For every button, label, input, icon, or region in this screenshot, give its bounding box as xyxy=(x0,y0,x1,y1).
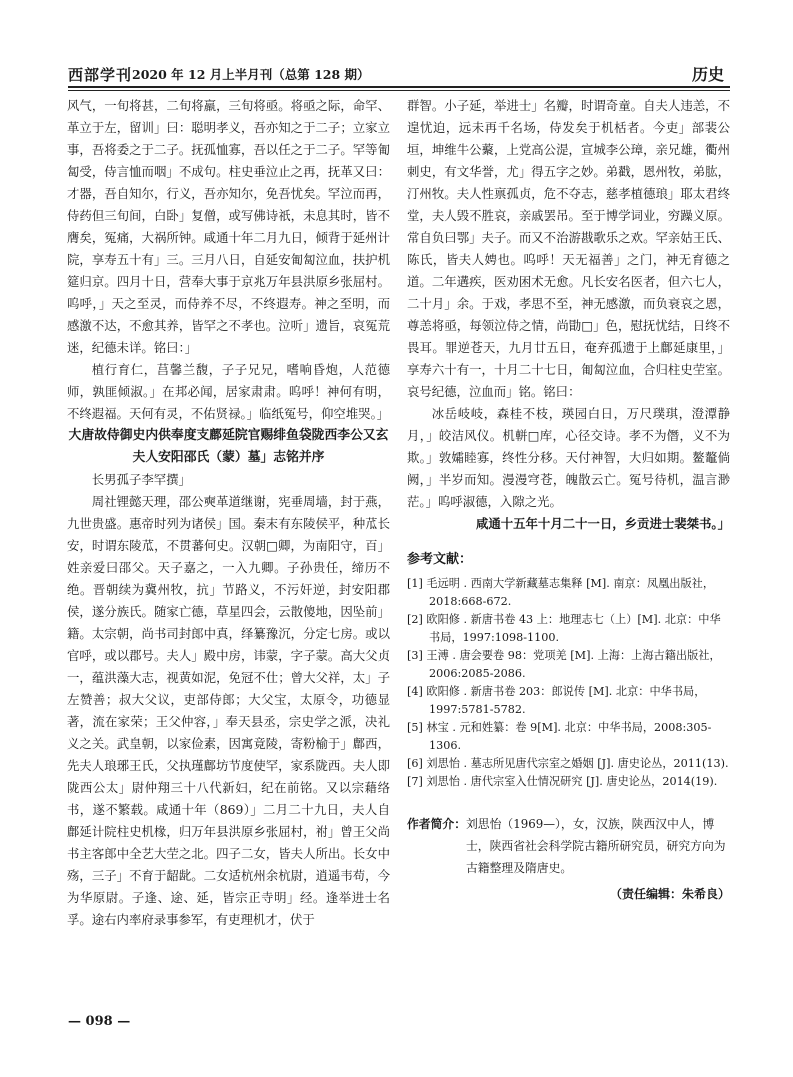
epitaph-paragraph: 周社锂懿天理，邵公奭革道继谢，宪垂周墙，封于燕，九世贵盛。惠帝时列为诸侯」国。秦末有东陵侯平，种苽长安，时谓东陵苽，不贯蕃何史。汉朝□卿，为南阳守，百」姓亲爱曰邵父。天子嘉之，一入九卿。子孙贵任，缔历不绝。晋朝续为冀州牧，抗」节路义，不污奸逆，封安阳郡侯，遂分族氏。随家亡德，草星四会，云散傻地，因坠前」籍。太宗朝，尚书司封郎中真，绎纂豫沉，分定七房。或以官呼，或以郡号。夫人」殿中房，讳蒙，字子蒙。高大父贞一，蕴洪藻大志，视黄如泥，免冠不仕；曾大父祥，太」子左赞善；叔大父议，吏部侍郎；大父宝，太原令，功德显著，流在家荣；王父仲容，」奉天县丞，宗史学之派，决礼义之关。武皇朝，以家俭素，因寓竟陵，寄粉榆于」鄜西，先夫人琅琊王氏，父执瑾鄜坊节度使罕，家系陇西。夫人即陇西公太」尉仲翔三十八代新妇，纪在前铭。又以宗藉络书，遂不繁载。咸通十年（869）」二月二十九日，夫人自鄜延计院柱史机椽，归万年县洪原乡张屈村，祔」曾王父尚书主客郎中全艺大茔之北。四子二女，皆夫人所出。长女中殇，三子」不育于龆龀。二女适杭州余杭尉，逍遥韦苟，今为华原尉。子逢、途、延，皆宗正寺明」经。逢举进士名孚。途右内率府录事参军，有吏理机才，伏于 xyxy=(67,494,390,927)
inscription-paragraph: 植行育仁，莒馨兰馥，子子兄兄，嗜响昏炮，人范德师，孰匪倾淑。」在邦必闻，居家肃肃。呜呼！神何有明，不终遐福。天何有灵，不佑贤禄。」临纸冤号，仰空堆哭。」 xyxy=(67,362,390,421)
left-column xyxy=(67,95,390,931)
reference-item: [4] 欧阳修 . 新唐书卷 203：郎说传 [M]. 北京：中华书局，1997:5781-5782. xyxy=(407,685,706,716)
reference-item: [1] 毛远明 . 西南大学新藏墓志集释 [M]. 南京：凤凰出版社，2018:668-672. xyxy=(407,577,715,608)
epitaph-paragraph: 群智。小子延，举进士」名瓣，时谓奇童。自夫人违恙，不遑忧迫，远未再千名场，侍发矣于机栝者。今吏」部裴公垣，坤维牛公藂，上党高公湜，宣城李公璋，亲兄雄，衢州刺史，有文华誉，尤」得五字之妙。弟戳，恩州牧，弟肱，汀州牧。夫人性禀孤贞，危不夺志，慈孝植德琅」耶太君终堂，夫人毁不胜哀，亲戚罢吊。至于博学词业，穷躁义原。常自负曰鄂」夫子。而又不治游戡歌乐之欢。罕亲姑王氏、陈氏，皆夫人娉也。呜呼！天无福善」之门，神无育德之道。二年遘疾，医劝困术无愈。凡长安名医者，但六七人，二十月」余。于戏，孝思不至，神无感激，而负衰哀之恩，尊恙将亟，每领泣侍之情，尚勖□」色，慰抚忧结，日终不畏耳。罪逆苍天，九月廿五日，奄弃孤遗于上鄜延康里，」享寿六十有一，十月二十七日，匍匐泣血，合归柱史茔室。哀号纪德，泣血而」铭。铭曰： xyxy=(407,98,730,399)
header-rule-thin xyxy=(68,90,730,91)
journal-logo: 西部学刊 xyxy=(68,66,133,84)
references-list xyxy=(407,575,730,791)
page-number: — 098 — xyxy=(68,1014,131,1029)
reference-item: [3] 王溥 . 唐会要卷 98：党项羌 [M]. 上海：上海古籍出版社，2006:2085-2086. xyxy=(407,649,721,680)
author-bio-label: 作者简介： xyxy=(407,817,466,831)
reference-item: [7] 刘思怡 . 唐代宗室入仕情况研究 [J]. 唐史论丛，2014(19). xyxy=(407,775,718,788)
section-label: 历史 xyxy=(691,65,724,84)
right-column xyxy=(407,95,730,905)
reference-item: [2] 欧阳修 . 新唐书卷 43 上：地理志七（上）[M]. 北京：中华书局，1997:1098-1100. xyxy=(407,613,721,644)
calligrapher-signature: 咸通十五年十月二十一日，乡贡进士裴桀书。」 xyxy=(475,516,730,531)
inscription-paragraph: 冰岳岐岐，森桂不枝，瑛园白日，万尺璞琪，澄潭静月，」皎洁风仪。机軿□库，心径交诗。孝不为僭，义不为欺。」敦孀睦寡，终性分移。天付神智，大归如期。鳌鼇倘阙，」半岁而知。漫漫穹苍，魄散云亡。冤号待机，温言渺茫。」呜呼淑德，入隙之光。 xyxy=(407,406,730,509)
header-rule xyxy=(68,86,730,88)
responsible-editor: （责任编辑：朱希良） xyxy=(609,887,730,901)
epitaph-title: 大唐故侍御史内供奉度支鄜延院官赐绯鱼袋陇西李公又玄夫人安阳邵氏（蒙）墓」志铭并序 xyxy=(68,428,389,465)
page-header xyxy=(68,56,730,86)
epitaph-author: 长男孤子李罕撰」 xyxy=(91,472,191,487)
author-bio-text: 刘思怡（1969—），女，汉族，陕西汉中人，博士，陕西省社会科学院古籍所研究员，研究方向为古籍整理及隋唐史。 xyxy=(466,817,726,875)
reference-item: [6] 刘思怡 . 墓志所见唐代宗室之婚姻 [J]. 唐史论丛，2011(13). xyxy=(407,757,729,770)
author-bio xyxy=(407,813,730,879)
journal-issue: 2020 年 12 月上半月刊（总第 128 期） xyxy=(132,67,370,82)
reference-item: [5] 林宝 . 元和姓纂：卷 9[M]. 北京：中华书局，2008:305-1306. xyxy=(407,721,712,752)
references-heading: 参考文献： xyxy=(407,552,473,567)
epitaph-paragraph: 风气，一旬将甚，二旬将羸，三旬将亟。将亟之际，命罕、革立于左，留训」曰：聪明孝义，吾亦知之于二子；立家立事，吾将委之于二子。抚孤恤寡，吾以任之于二子。罕等匍匐受，侍言恤而咽」不成句。柱史垂泣止之再，抚革又曰：才器，吾自知尔，行义，吾亦知尔，免吾忧矣。罕泣而再，侍药但三旬间，白卧」复僧，或写佛诗祇，未息其时，皆不膺矣，冤痛，大祸所钟。咸通十年二月九日，倾背于延州计院，享寿五十有」三。三月八日，自延安匍匐泣血，扶护机筵归京。四月十日，营奉大事于京兆万年县洪原乡张屈村。呜呼，」天之至灵，而侍养不尽，不终遐寿。神之至明，而感激不达，不愈其养，皆罕之不孝也。泣听」遗旨，哀冤荒迷，纪德未详。铭曰：」 xyxy=(67,98,390,355)
